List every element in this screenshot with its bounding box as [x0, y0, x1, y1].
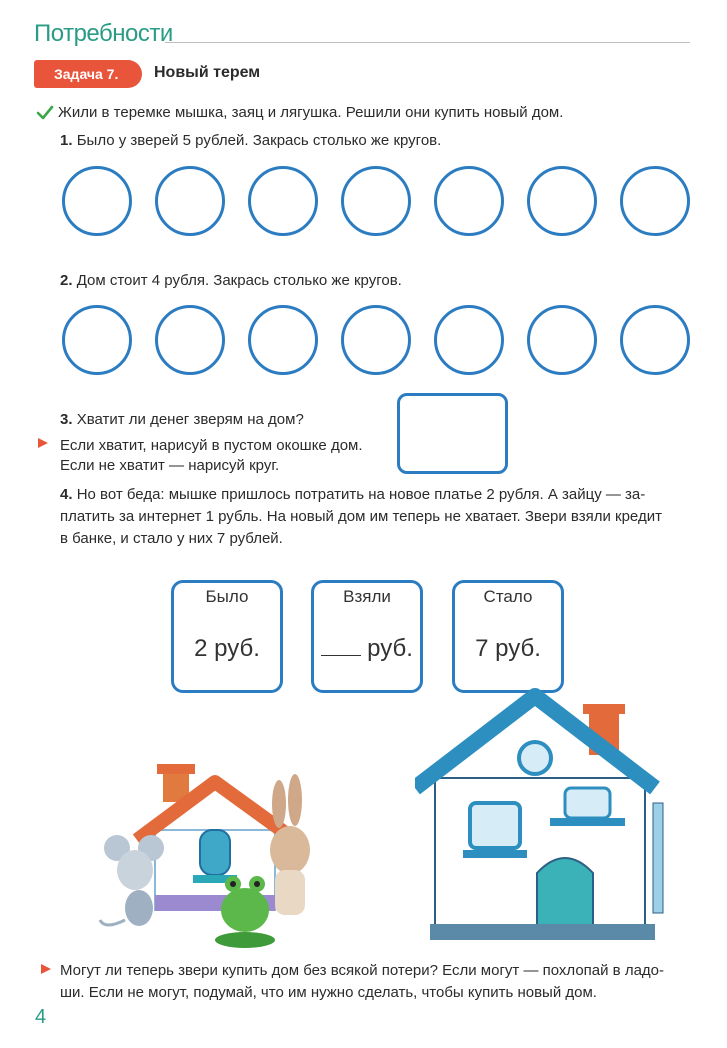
card-was-label: Было [205, 587, 249, 606]
question-4 [60, 484, 700, 550]
circle-q2[interactable] [434, 305, 504, 375]
circle-q1[interactable] [434, 166, 504, 236]
question-1-number: 1. [60, 132, 73, 149]
card-took-label: Взяли [343, 587, 391, 606]
circle-q1[interactable] [341, 166, 411, 236]
final-question-line-2: ши. Если не могут, подумай, что им нужно сделать, чтобы купить новый дом. [60, 984, 597, 1001]
task-badge: Задача 7. [34, 60, 142, 88]
circle-q2[interactable] [155, 305, 225, 375]
question-2 [60, 270, 402, 292]
answer-box[interactable] [397, 393, 508, 474]
question-4-line-3: в банке, и стало у них 7 рублей. [60, 530, 283, 547]
circle-q1[interactable] [620, 166, 690, 236]
circle-q2[interactable] [527, 305, 597, 375]
circle-q1[interactable] [62, 166, 132, 236]
question-3-number: 3. [60, 411, 73, 428]
question-3-instruction-1: Если хватит, нарисуй в пустом окошке дом. [60, 437, 363, 454]
question-2-text: Дом стоит 4 рубля. Закрась столько же кругов. [76, 272, 402, 289]
circle-q2[interactable] [62, 305, 132, 375]
question-4-line-2: платить за интернет 1 рубль. На новый дом им теперь не хватает. Звери взяли кредит [60, 508, 662, 525]
question-3-instruction-2: Если не хватит — нарисуй круг. [60, 457, 280, 474]
title-divider [165, 42, 690, 43]
circle-q1[interactable] [248, 166, 318, 236]
question-2-number: 2. [60, 272, 73, 289]
intro-text: Жили в теремке мышка, заяц и лягушка. Решили они купить новый дом. [58, 104, 564, 121]
page-number: 4 [35, 1006, 47, 1028]
question-1-text: Было у зверей 5 рублей. Закрась столько же кругов. [76, 132, 442, 149]
card-was [171, 580, 283, 693]
checkmark-icon [36, 104, 54, 122]
arrow-marker-icon [40, 963, 52, 975]
circle-q1[interactable] [155, 166, 225, 236]
card-was-value: 2 руб. [194, 635, 260, 662]
answer-blank[interactable] [321, 637, 361, 656]
card-took [311, 580, 423, 693]
circle-q1[interactable] [527, 166, 597, 236]
circle-q2[interactable] [341, 305, 411, 375]
task-title: Новый терем [154, 64, 261, 81]
big-house-illustration [415, 688, 690, 950]
small-house-animals-illustration [95, 760, 310, 950]
final-question [60, 960, 710, 1004]
card-took-value: руб. [367, 635, 413, 662]
card-became [452, 580, 564, 693]
final-question-line-1: Могут ли теперь звери купить дом без всякой потери? Если могут — похлопай в ладо- [60, 962, 665, 979]
circle-q2[interactable] [248, 305, 318, 375]
question-1 [60, 130, 441, 152]
card-became-label: Стало [483, 587, 533, 606]
question-3 [60, 409, 304, 431]
circle-q2[interactable] [620, 305, 690, 375]
arrow-marker-icon [37, 437, 49, 449]
card-became-value: 7 руб. [475, 635, 541, 662]
card-took-value-row [314, 635, 420, 663]
question-4-line-1: Но вот беда: мышке пришлось потратить на новое платье 2 рубля. А зайцу — за- [76, 486, 646, 503]
section-title: Потребности [34, 20, 173, 47]
question-3-text: Хватит ли денег зверям на дом? [76, 411, 304, 428]
question-4-number: 4. [60, 486, 73, 503]
